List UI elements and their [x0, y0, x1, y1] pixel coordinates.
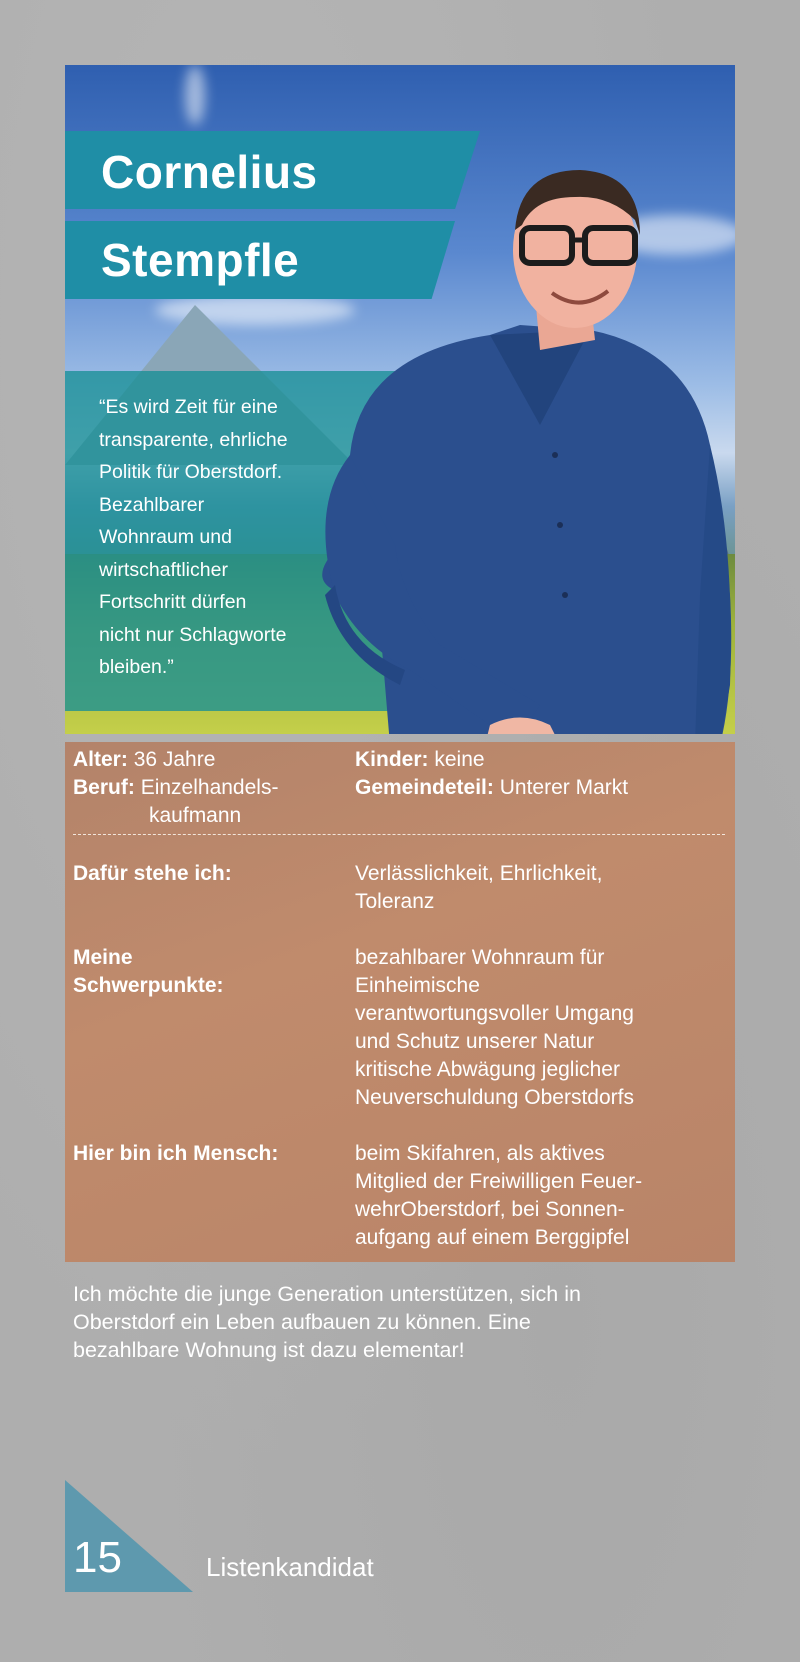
children-value: keine [434, 748, 485, 771]
candidate-last-name: Stempfle [101, 234, 300, 286]
candidate-portrait [290, 125, 735, 734]
list-label: Listenkandidat [206, 1552, 374, 1582]
divider [73, 834, 725, 835]
focus-text: bezahlbarer Wohnraum für Einheimische verantwortungsvoller Umgang und Schutz unserer Natur kritische Abwägung jeglicher Neuverschuldung Oberstdorfs [355, 946, 634, 1109]
focus-label: Meine Schwerpunkte: [73, 946, 224, 997]
children-label: Kinder: [355, 748, 429, 771]
job-label: Beruf: [73, 776, 135, 799]
candidate-first-name: Cornelius [101, 146, 318, 198]
profile-panel [65, 742, 735, 1262]
personal-text: beim Skifahren, als aktives Mitglied der Freiwilligen Feuer- wehrOberstdorf, bei Sonnen- aufgang auf einem Berggipfel [355, 1142, 643, 1249]
children-row [355, 746, 485, 774]
candidate-statement: Ich möchte die junge Generation unterstützen, sich in Oberstdorf ein Leben aufbauen zu können. Eine bezahlbare Wohnung ist dazu elementar! [73, 1282, 581, 1362]
district-row [355, 774, 628, 802]
candidate-photo [65, 65, 735, 734]
contrail [185, 65, 205, 125]
candidate-quote: “Es wird Zeit für eine transparente, ehrliche Politik für Oberstdorf. Bezahlbarer Wohnraum und wirtschaftlicher Fortschritt dürfen nicht nur Schlagworte bleiben.” [99, 396, 288, 678]
age-label: Alter: [73, 748, 128, 771]
values-text: Verlässlichkeit, Ehrlichkeit, Toleranz [355, 862, 603, 913]
values-label: Dafür stehe ich: [73, 862, 232, 885]
page-number: 15 [73, 1533, 122, 1582]
age-value: 36 Jahre [133, 748, 216, 771]
district-value: Unterer Markt [499, 776, 629, 799]
personal-label: Hier bin ich Mensch: [73, 1142, 279, 1165]
job-row [73, 774, 278, 802]
age-row [73, 746, 215, 774]
job-value-continued: kaufmann [149, 804, 242, 827]
job-value: Einzelhandels- [140, 776, 279, 799]
district-label: Gemeindeteil: [355, 776, 494, 799]
